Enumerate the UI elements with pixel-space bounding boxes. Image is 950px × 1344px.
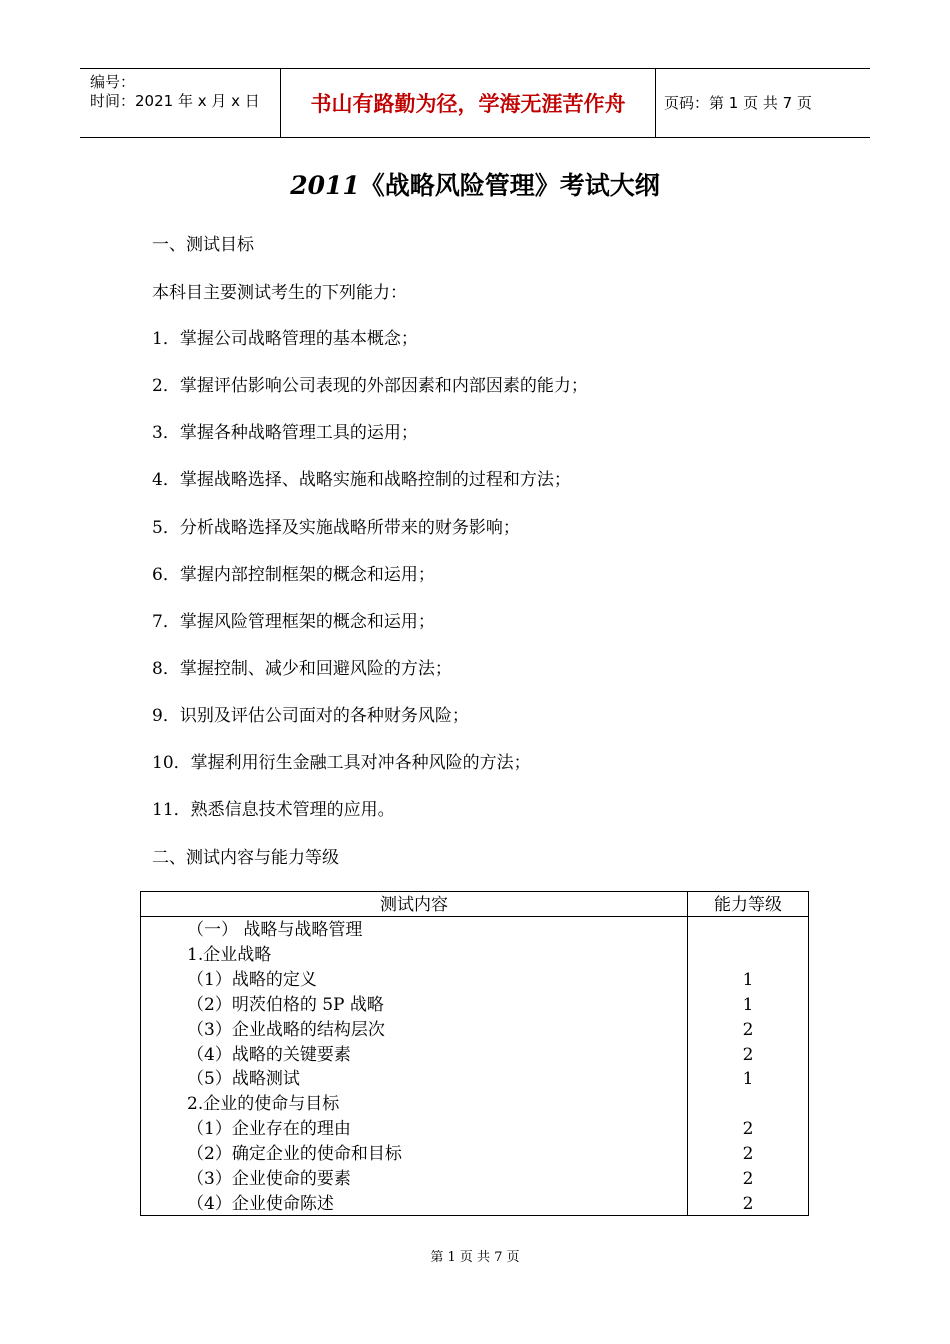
row-content: （3）企业战略的结构层次	[187, 1019, 385, 1040]
table-row	[141, 968, 808, 993]
goal-item: 10．掌握利用衍生金融工具对冲各种风险的方法；	[152, 753, 531, 773]
table-row	[141, 1092, 808, 1117]
section1-heading: 一、测试目标	[152, 235, 254, 255]
row-level: 1	[742, 969, 754, 990]
table-row	[141, 993, 808, 1018]
table-row	[141, 918, 808, 943]
table-row	[141, 1167, 808, 1192]
table-row	[141, 1067, 808, 1092]
column-header-content: 测试内容	[380, 895, 448, 915]
motto: 书山有路勤为径，学海无涯苦作舟	[310, 92, 626, 116]
goal-item: 6．掌握内部控制框架的概念和运用；	[152, 565, 435, 585]
row-content: （1）企业存在的理由	[187, 1119, 351, 1140]
table-row	[141, 943, 808, 968]
section2-heading: 二、测试内容与能力等级	[152, 848, 339, 868]
row-content: （2）明茨伯格的 5P 战略	[187, 994, 384, 1015]
row-content: （2）确定企业的使命和目标	[187, 1144, 402, 1165]
row-level: 2	[742, 1119, 754, 1140]
row-level: 2	[742, 1193, 754, 1214]
column-header-level: 能力等级	[714, 895, 782, 915]
row-content: 1.企业战略	[187, 944, 272, 965]
row-content: （4）企业使命陈述	[187, 1193, 334, 1214]
row-content: （4）战略的关键要素	[187, 1044, 351, 1065]
goal-item: 8．掌握控制、减少和回避风险的方法；	[152, 659, 452, 679]
document-header	[80, 68, 870, 138]
goal-item: 7．掌握风险管理框架的概念和运用；	[152, 612, 435, 632]
table-row	[141, 1018, 808, 1043]
content-table	[140, 891, 809, 1216]
page-info: 页码：第 1 页 共 7 页	[664, 94, 812, 112]
page-title	[0, 166, 950, 202]
table-row	[141, 1192, 808, 1217]
row-level: 2	[742, 1044, 754, 1065]
time-label: 时间：2021 年 x 月 x 日	[90, 92, 260, 110]
header-motto-cell	[280, 69, 656, 137]
row-level: 2	[742, 1019, 754, 1040]
section1-intro: 本科目主要测试考生的下列能力：	[152, 283, 407, 303]
row-content: （1）战略的定义	[187, 969, 317, 990]
goal-item: 9．识别及评估公司面对的各种财务风险；	[152, 706, 469, 726]
row-level: 2	[742, 1144, 754, 1165]
title-year: 2011	[290, 171, 360, 200]
goal-item: 2．掌握评估影响公司表现的外部因素和内部因素的能力；	[152, 376, 588, 396]
row-content: （一） 战略与战略管理	[187, 920, 363, 940]
number-label: 编号：	[90, 73, 136, 91]
goal-item: 4．掌握战略选择、战略实施和战略控制的过程和方法；	[152, 470, 571, 490]
row-level: 2	[742, 1169, 754, 1189]
row-level: 1	[742, 994, 754, 1015]
title-text: 《战略风险管理》考试大纲	[359, 171, 660, 200]
header-divider	[141, 916, 808, 917]
row-content: （3）企业使命的要素	[187, 1169, 351, 1189]
goal-item: 3．掌握各种战略管理工具的运用；	[152, 423, 418, 443]
table-row	[141, 1117, 808, 1142]
goal-item: 1．掌握公司战略管理的基本概念；	[152, 329, 418, 349]
goal-item: 11．熟悉信息技术管理的应用。	[152, 800, 395, 820]
header-page-cell	[656, 69, 870, 137]
row-content: （5）战略测试	[187, 1069, 300, 1090]
row-level: 1	[742, 1069, 754, 1090]
table-row	[141, 1142, 808, 1167]
page-footer: 第 1 页 共 7 页	[430, 1250, 520, 1265]
goal-item: 5．分析战略选择及实施战略所带来的财务影响；	[152, 518, 520, 538]
table-row	[141, 1043, 808, 1068]
row-content: 2.企业的使命与目标	[187, 1094, 340, 1115]
header-meta-cell	[80, 69, 280, 137]
